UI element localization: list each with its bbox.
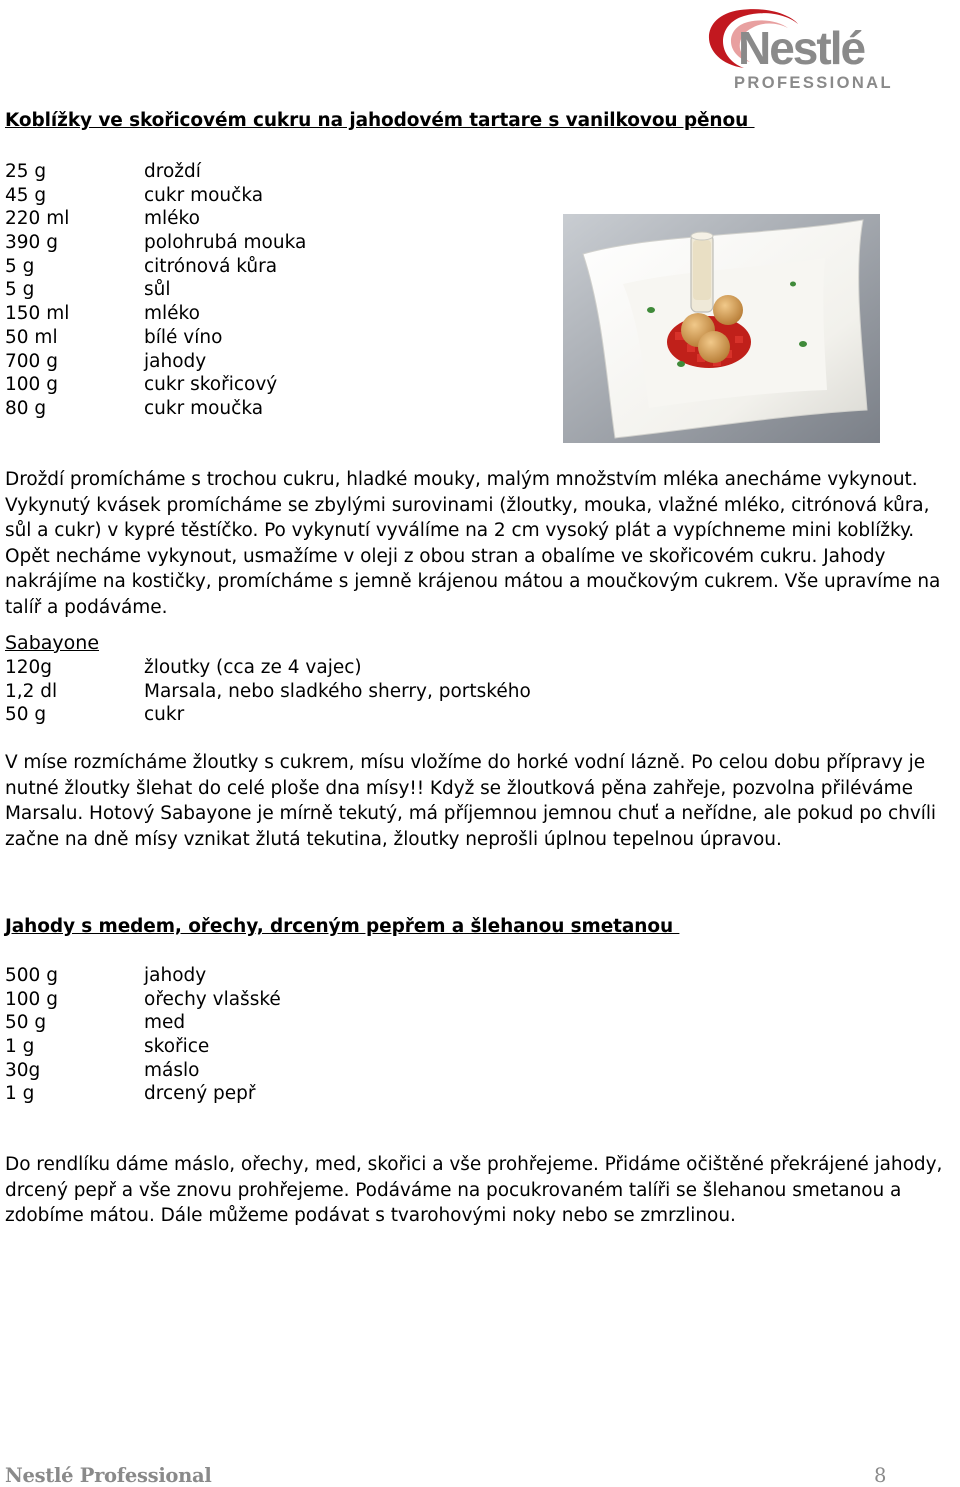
ingredient-qty: 5 g xyxy=(5,279,35,301)
ingredient-qty: 1 g xyxy=(5,1083,35,1105)
ingredient-qty: 25 g xyxy=(5,161,47,182)
ingredient-qty: 50 g xyxy=(5,704,47,726)
logo-sub: PROFESSIONAL xyxy=(734,74,893,92)
ingredient-name: polohrubá mouka xyxy=(144,232,307,254)
ingredient-qty: 100 g xyxy=(5,374,58,396)
sabayone-title: Sabayone xyxy=(5,632,100,654)
ingredient-qty: 220 ml xyxy=(5,208,70,230)
ingredient-name: mléko xyxy=(144,208,200,230)
ingredient-name: Marsala, nebo sladkého sherry, portského xyxy=(144,680,531,702)
ingredient-name: máslo xyxy=(144,1059,200,1081)
ingredient-qty: 45 g xyxy=(5,184,47,206)
ingredient-name: cukr skořicový xyxy=(144,374,278,396)
ingredient-name: jahody xyxy=(144,965,207,986)
ingredient-qty: 390 g xyxy=(5,232,58,254)
recipe1-method: Droždí promícháme s trochou cukru, hladké mouky, malým množstvím mléka anecháme vykynout. Vykynutý kvásek promícháme se zbylými surovinami (žloutky, mouka, vlažné mléko, citrónová kůra, sůl a cukr) v kypré těstíčko. Po vykynutí vyválíme na 2 cm vysoký plát a vypíchneme mini koblížky. Opět necháme vykynout, usmažíme v oleji z obou stran a obalíme ve skořicovém cukru. Jahody nakrájíme na kostičky, promícháme s jemně krájenou mátou a moučkovým cukrem. Vše upravíme na talíř a podáváme. xyxy=(5,469,941,618)
ingredient-name: drcený pepř xyxy=(144,1083,256,1105)
ingredient-name: sůl xyxy=(144,279,171,301)
recipe2-method: Do rendlíku dáme máslo, ořechy, med, skořici a vše prohřejeme. Přidáme očištěné překrájené jahody, drcený pepř a vše znovu prohřejeme. Podáváme na pocukrovaném talíři se šlehanou smetanou a zdobíme mátou. Dále můžeme podávat s tvarohovými noky nebo se zmrzlinou. xyxy=(5,1154,943,1226)
ingredient-qty: 1,2 dl xyxy=(5,680,58,702)
page-number: 8 xyxy=(874,1464,887,1487)
ingredient-name: droždí xyxy=(144,161,201,182)
ingredient-qty: 50 ml xyxy=(5,326,58,348)
ingredient-name: cukr moučka xyxy=(144,397,264,419)
ingredient-name: skořice xyxy=(144,1036,210,1058)
ingredient-qty: 500 g xyxy=(5,965,58,986)
ingredient-name: mléko xyxy=(144,303,200,325)
ingredient-name: jahody xyxy=(144,350,207,372)
ingredient-name: med xyxy=(144,1012,186,1034)
ingredient-name: cukr moučka xyxy=(144,184,264,206)
ingredient-qty: 50 g xyxy=(5,1012,47,1034)
sabayone-method: V míse rozmícháme žloutky s cukrem, mísu vložíme do horké vodní lázně. Po celou dobu přípravy je nutné žloutky šlehat do celé ploše dna mísy!! Když se žloutková pěna zahřeje, pozvolna přiléváme Marsalu. Hotový Sabayone je mírně tekutý, má příjemnou jemnou chuť a neřídne, ale pokud po chvíli začne na dně mísy vznikat žlutá tekutina, žloutky neprošli úplnou tepelnou úpravou. xyxy=(5,752,937,850)
ingredient-qty: 700 g xyxy=(5,350,58,372)
logo-word: Nestlé xyxy=(738,22,865,74)
recipe1-title: Koblížky ve skořicovém cukru na jahodovém tartare s vanilkovou pěnou xyxy=(5,110,755,131)
ingredient-qty: 1 g xyxy=(5,1036,35,1058)
ingredient-name: citrónová kůra xyxy=(144,255,278,277)
ingredient-qty: 150 ml xyxy=(5,303,70,325)
ingredient-name: ořechy vlašské xyxy=(144,988,281,1010)
ingredient-name: žloutky (cca ze 4 vajec) xyxy=(144,657,362,678)
ingredient-name: bílé víno xyxy=(144,326,223,348)
ingredient-qty: 5 g xyxy=(5,255,35,277)
ingredient-qty: 100 g xyxy=(5,988,58,1010)
ingredient-qty: 120g xyxy=(5,657,53,678)
nestle-professional-logo xyxy=(700,2,896,94)
recipe2-title: Jahody s medem, ořechy, drceným pepřem a šlehanou smetanou xyxy=(5,916,680,937)
dessert-photo xyxy=(563,214,880,443)
ingredient-name: cukr xyxy=(144,704,185,726)
ingredient-qty: 30g xyxy=(5,1059,41,1081)
ingredient-qty: 80 g xyxy=(5,397,47,419)
footer-brand: Nestlé Professional xyxy=(5,1464,212,1487)
